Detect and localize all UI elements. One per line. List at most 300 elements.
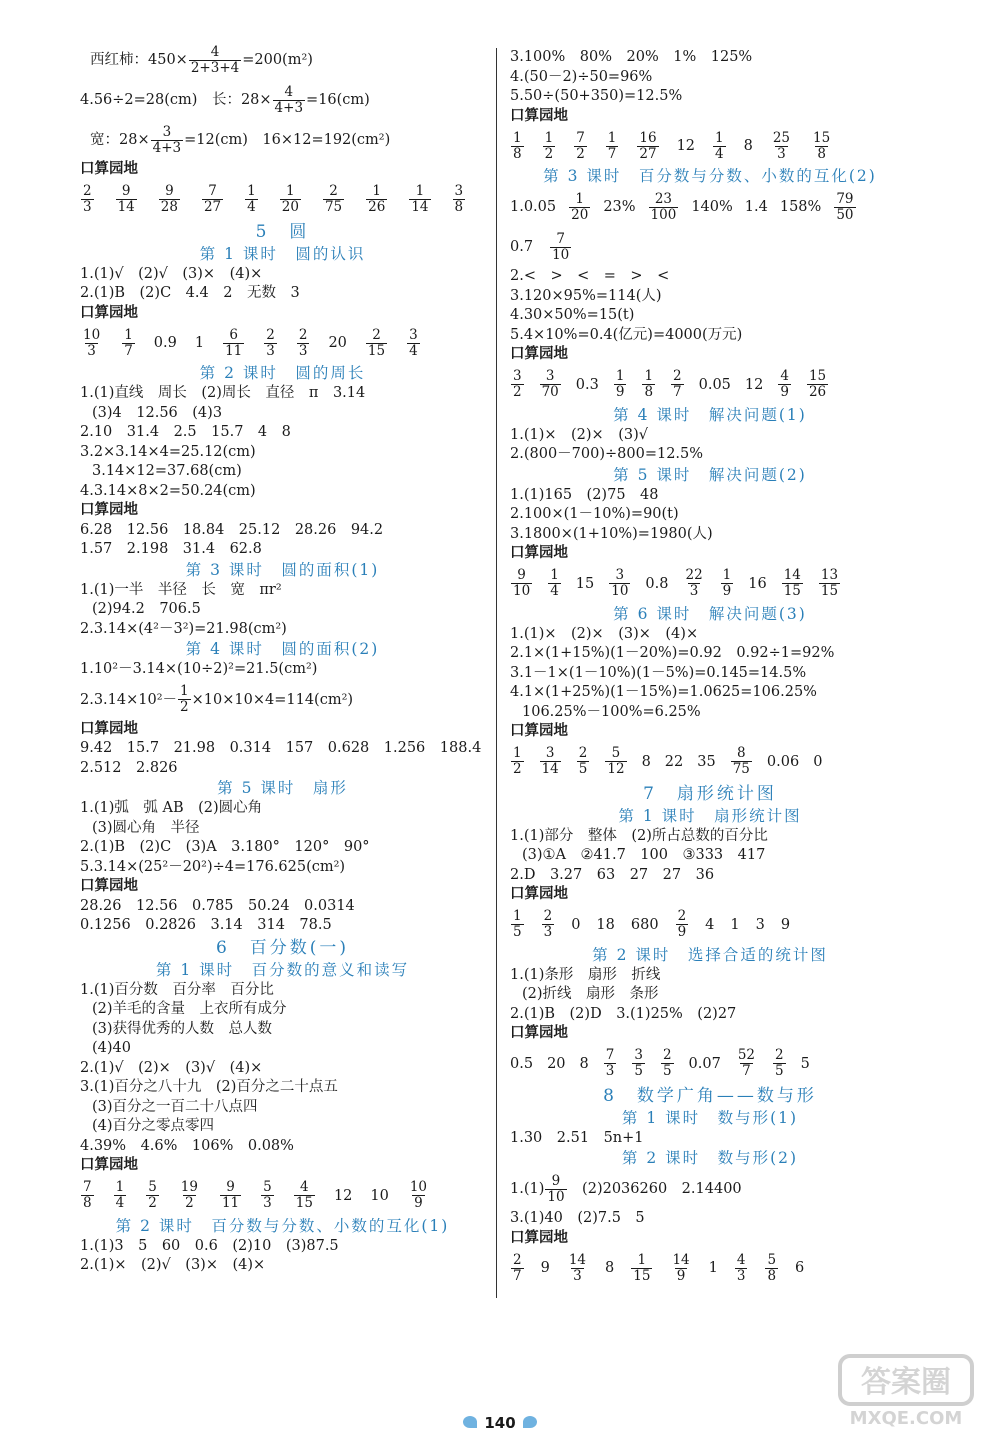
answer-line: 2.3.14×(4²－3²)=21.98(cm²): [80, 620, 287, 637]
fraction: $\frac{2}{9}$: [677, 908, 687, 940]
answer-item: [604, 746, 627, 777]
answer-item: [781, 568, 804, 599]
answer-item: [777, 369, 792, 400]
answer-item: 1: [730, 916, 740, 933]
answer-item: 1.0.05: [510, 199, 557, 215]
answer-item: [636, 131, 659, 162]
lesson-title: 第 2 课时 圆的周长: [199, 364, 366, 382]
answer-line: 9.42 15.7 21.98 0.314 157 0.628 1.256 188.4: [80, 740, 482, 756]
answer-item: [510, 746, 525, 777]
answer-line: 3.100% 80% 20% 1% 125%: [510, 49, 753, 65]
fraction-row: [510, 564, 910, 604]
page-number-text: 140: [484, 1414, 516, 1432]
answer-item: 0: [571, 916, 581, 933]
answer-item: [539, 746, 562, 777]
answer-item: [80, 184, 95, 215]
answer-item: [603, 1048, 618, 1079]
answer-item: [80, 1180, 95, 1211]
answer-line: 5.50÷(50+350)=12.5%: [510, 88, 683, 104]
fraction: $\frac{1}{26}$: [368, 183, 386, 215]
answer-line: 1.30 2.51 5n+1: [510, 1129, 644, 1146]
answer-item: 16: [748, 575, 767, 592]
lesson-title: 第 1 课时 扇形统计图: [618, 806, 802, 825]
fraction: $\frac{7}{27}$: [203, 183, 222, 215]
fraction: $\frac{7}{10}$: [552, 230, 570, 263]
answer-item: [810, 131, 833, 162]
kousuan-heading: 口算园地: [510, 886, 568, 902]
fraction-row: [510, 227, 910, 267]
fraction: $\frac{9}{28}$: [160, 183, 178, 215]
answer-line: 2.(1)B (2)C (3)A 3.180° 120° 90°: [80, 839, 370, 855]
lesson-title: 第 1 课时 数与形(1): [621, 1108, 799, 1127]
fraction: $\frac{9}{10}$: [547, 1172, 565, 1205]
answer-item: 0: [813, 753, 823, 770]
answer-item: [510, 131, 525, 162]
answer-line: 1.(1)3 5 60 0.6 (2)10 (3)87.5: [80, 1237, 339, 1254]
answer-item: [566, 1253, 589, 1284]
fraction: $\frac{3}{4}$: [409, 326, 418, 359]
answer-line: 1.(1)× (2)× (3)√: [510, 426, 648, 443]
answer-item: [549, 232, 572, 263]
lesson-title: 第 2 课时 百分数与分数、小数的互化(1): [115, 1216, 450, 1235]
answer-line: 2.(1)B (2)C 4.4 2 无数 3: [80, 285, 300, 301]
answer-item: [80, 328, 103, 359]
fraction: $\frac{16}{27}$: [639, 129, 657, 162]
answer-item: 1: [708, 1260, 718, 1276]
fraction: $\frac{9}{10}$: [513, 567, 531, 599]
answer-item: [720, 568, 735, 599]
fraction: $\frac{1}{2}$: [180, 683, 189, 715]
kousuan-heading: 口算园地: [80, 878, 138, 894]
answer-item: 8: [579, 1055, 589, 1072]
fraction: $\frac{6}{11}$: [225, 326, 243, 359]
answer-line: [80, 80, 485, 120]
answer-line: (4)百分之零点零四: [92, 1118, 215, 1134]
answer-item: 35: [697, 753, 716, 770]
fraction: $\frac{14}{9}$: [672, 1251, 690, 1284]
fraction: $\frac{1}{7}$: [124, 326, 133, 359]
answer-item: [406, 328, 421, 359]
answer-item: 0.7: [510, 239, 534, 255]
answer-item: [764, 1253, 779, 1284]
fraction: $\frac{3}{14}$: [541, 745, 559, 777]
lesson-title: 第 2 课时 选择合适的统计图: [592, 945, 828, 964]
answer-item: [712, 131, 727, 162]
answer-item: 20: [547, 1055, 566, 1072]
answer-item: 12: [676, 138, 696, 154]
answer-item: 8: [743, 138, 753, 154]
kousuan-heading: 口算园地: [510, 1025, 568, 1041]
answer-item: [576, 746, 591, 777]
fraction: $\frac{4}{2+3+4}$: [190, 43, 240, 76]
answer-item: [630, 1253, 653, 1284]
answer-item: [158, 184, 181, 215]
answer-line: 1.(1)一半 半径 长 宽 πr²: [80, 581, 282, 598]
answer-item: [121, 328, 136, 359]
fraction: $\frac{1}{4}$: [550, 567, 559, 599]
answer-line: (3)百分之一百二十八点四: [92, 1098, 258, 1115]
answer-item: [408, 184, 431, 215]
answer-line: 1.(1)条形 扇形 折线: [510, 966, 661, 983]
answer-item: [734, 1253, 749, 1284]
fraction: $\frac{1}{8}$: [644, 368, 654, 400]
answer-item: [608, 568, 631, 599]
answer-item: 0.05: [698, 376, 731, 393]
answer-item: 680: [630, 916, 659, 933]
answer-line: 4.39% 4.6% 106% 0.08%: [80, 1137, 294, 1154]
lesson-title: 第 1 课时 圆的认识: [199, 244, 366, 263]
answer-item: [510, 369, 525, 400]
chapter-title: 8 数学广角——数与形: [603, 1085, 817, 1106]
answer-item: 4: [705, 916, 715, 933]
answer-line: 4.1×(1+25%)(1－15%)=1.0625=106.25%: [510, 684, 817, 700]
lesson-title: 第 5 课时 扇形: [217, 779, 348, 797]
answer-line: 1.(1)百分数 百分率 百分比: [80, 981, 274, 998]
answer-item: [568, 192, 591, 223]
answer-item: 8: [641, 753, 651, 770]
lesson-title: 第 1 课时 百分数的意义和读写: [155, 960, 410, 979]
fraction: $\frac{1}{20}$: [281, 183, 299, 215]
fraction: $\frac{2}{7}$: [513, 1251, 522, 1284]
answer-item: [510, 568, 533, 599]
answer-line: 2.1×(1+15%)(1－20%)=0.92 0.92÷1=92%: [510, 645, 835, 661]
answer-text: ×10×10×4=114(cm²): [191, 691, 354, 708]
fraction: $\frac{5}{3}$: [263, 1179, 272, 1211]
fraction: $\frac{4}{3}$: [736, 1251, 746, 1284]
answer-item: 1.4: [744, 199, 768, 215]
fraction: $\frac{3}{5}$: [634, 1047, 643, 1079]
answer-item: [113, 1180, 128, 1211]
fraction: $\frac{2}{15}$: [367, 326, 386, 359]
answer-item: 8: [605, 1260, 615, 1276]
answer-item: 18: [596, 916, 615, 933]
fraction: $\frac{1}{8}$: [513, 129, 522, 162]
lesson-title: 第 4 课时 解决问题(1): [613, 405, 807, 424]
fraction: $\frac{2}{3}$: [298, 326, 308, 359]
answer-line: [80, 680, 485, 720]
fraction: $\frac{1}{4}$: [247, 183, 256, 215]
lesson-title: 第 4 课时 圆的面积(2): [185, 640, 380, 658]
fraction: $\frac{14}{3}$: [568, 1251, 587, 1284]
fraction: $\frac{1}{7}$: [607, 129, 617, 162]
kousuan-heading: 口算园地: [80, 304, 138, 321]
kousuan-heading: 口算园地: [510, 346, 568, 362]
answer-text: 2.3.14×10²－: [80, 691, 178, 708]
fraction: $\frac{5}{12}$: [607, 745, 625, 777]
answer-line: 2.< > < = > <: [510, 268, 670, 284]
answer-line: (2)羊毛的含量 上衣所有成分: [92, 1001, 287, 1017]
answer-text: 4.56÷2=28(cm) 长：28×: [80, 92, 272, 108]
kousuan-heading: 口算园地: [80, 720, 138, 737]
fraction: $\frac{1}{14}$: [411, 183, 429, 215]
answer-text: (2)2036260 2.14400: [567, 1181, 742, 1197]
fraction-row: [510, 905, 910, 945]
fraction: $\frac{1}{20}$: [571, 190, 589, 223]
answer-item: 6: [795, 1260, 805, 1276]
fraction-row: [510, 1044, 910, 1084]
fraction: $\frac{1}{15}$: [633, 1251, 651, 1284]
fraction: $\frac{79}{50}$: [836, 190, 854, 223]
answer-line: 2.(1)× (2)√ (3)× (4)×: [80, 1257, 266, 1273]
fraction: $\frac{10}{9}$: [409, 1179, 428, 1211]
kousuan-heading: 口算园地: [80, 502, 138, 518]
answer-line: 1.(1)× (2)× (3)× (4)×: [510, 625, 699, 642]
answer-text: 宽：28×: [90, 132, 150, 148]
kousuan-heading: 口算园地: [510, 723, 568, 739]
fraction: $\frac{2}{5}$: [775, 1047, 784, 1079]
fraction: $\frac{1}{5}$: [513, 908, 522, 940]
fraction: $\frac{23}{100}$: [650, 190, 677, 223]
answer-item: 12: [744, 376, 764, 393]
answer-line: 4.3.14×8×2=50.24(cm): [80, 482, 256, 499]
answer-item: [260, 1180, 275, 1211]
answer-item: [605, 131, 620, 162]
watermark-logo: [836, 1352, 976, 1430]
answer-line: 1.10²－3.14×(10÷2)²=21.5(cm²): [80, 661, 318, 677]
fraction: $\frac{1}{2}$: [513, 745, 522, 777]
answer-line: 2.(800－700)÷800=12.5%: [510, 446, 704, 462]
kousuan-heading: 口算园地: [510, 545, 568, 561]
kousuan-heading: 口算园地: [80, 1157, 138, 1173]
answer-item: 1: [194, 335, 205, 351]
answer-item: 0.5: [510, 1055, 534, 1072]
lesson-title: 第 2 课时 数与形(2): [621, 1149, 799, 1167]
answer-item: [365, 328, 388, 359]
answer-item: [613, 369, 628, 400]
fraction: $\frac{3}{2}$: [513, 368, 522, 400]
answer-item: 158%: [779, 199, 822, 215]
watermark-text-cn: 答案圈: [861, 1365, 951, 1400]
fraction: $\frac{3}{10}$: [611, 567, 629, 599]
fraction: $\frac{1}{9}$: [615, 368, 625, 400]
answer-item: [641, 369, 656, 400]
answer-item: [542, 131, 557, 162]
answer-item: [682, 568, 705, 599]
answer-line: 3.1－1×(1－10%)(1－5%)=0.145=14.5%: [510, 664, 807, 681]
fraction-row: [510, 742, 910, 782]
answer-item: [293, 1180, 316, 1211]
fraction: $\frac{2}{3}$: [266, 326, 275, 359]
right-column: [510, 48, 910, 1288]
fraction: $\frac{4}{4+3}$: [274, 83, 304, 116]
wing-right-icon: [523, 1416, 537, 1428]
fraction: $\frac{9}{11}$: [221, 1179, 240, 1211]
answer-text: =12(cm) 16×12=192(cm²): [184, 132, 391, 148]
answer-line: 5.3.14×(25²－20²)÷4=176.625(cm²): [80, 858, 346, 875]
answer-item: 9: [540, 1260, 550, 1276]
answer-item: [772, 1048, 787, 1079]
answer-item: [279, 184, 302, 215]
answer-item: [675, 909, 690, 940]
answer-item: [201, 184, 224, 215]
answer-line: (2)94.2 706.5: [92, 601, 201, 617]
fraction-row: [510, 365, 910, 405]
answer-item: [833, 192, 856, 223]
fraction-row: [80, 323, 485, 363]
answer-item: 15: [575, 575, 595, 592]
fraction: $\frac{2}{7}$: [673, 368, 682, 400]
fraction-row: [80, 180, 485, 220]
wing-left-icon: [463, 1416, 477, 1428]
fraction: $\frac{22}{3}$: [685, 567, 703, 599]
answer-item: 5: [800, 1055, 810, 1072]
answer-line: 2.D 3.27 63 27 27 36: [510, 866, 715, 883]
answer-item: [322, 184, 345, 215]
column-divider: [496, 48, 497, 1298]
answer-item: [365, 184, 388, 215]
answer-item: 12: [333, 1187, 353, 1204]
lesson-title: 第 3 课时 圆的面积(1): [185, 560, 380, 579]
answer-line: (3)①A ②41.7 100 ③333 417: [522, 847, 766, 863]
answer-item: [145, 1180, 160, 1211]
fraction: $\frac{4}{9}$: [780, 368, 789, 400]
answer-line: 4.30×50%=15(t): [510, 307, 635, 323]
answer-item: [541, 909, 556, 940]
answer-line: [80, 40, 485, 80]
answer-item: [263, 328, 278, 359]
answer-item: [539, 369, 562, 400]
fraction-row: [510, 187, 910, 227]
answer-item: [670, 369, 685, 400]
answer-line: 3.(1)百分之八十九 (2)百分之二十点五: [80, 1079, 338, 1095]
answer-line: 5.4×10%=0.4(亿元)=4000(万元): [510, 326, 743, 343]
answer-line: 1.(1)弧 弧 AB (2)圆心角: [80, 800, 263, 816]
fraction-row: [510, 1248, 910, 1288]
fraction: $\frac{9}{14}$: [117, 183, 135, 215]
answer-item: [660, 1048, 675, 1079]
answer-item: [730, 746, 753, 777]
answer-line: 2.100×(1－10%)=90(t): [510, 506, 679, 522]
answer-line: 28.26 12.56 0.785 50.24 0.0314: [80, 897, 355, 914]
watermark-text-url: MXQE.COM: [849, 1408, 963, 1429]
answer-item: [407, 1180, 430, 1211]
answer-item: [115, 184, 138, 215]
answer-line: (3)圆心角 半径: [92, 819, 200, 836]
fraction: $\frac{2}{3}$: [543, 908, 553, 940]
fraction: $\frac{3}{70}$: [541, 368, 559, 400]
answer-item: 3: [755, 916, 765, 933]
fraction: $\frac{1}{2}$: [544, 129, 554, 162]
fraction: $\frac{14}{15}$: [783, 567, 801, 599]
answer-item: [510, 1253, 525, 1284]
kousuan-heading: 口算园地: [510, 107, 568, 124]
kousuan-heading: 口算园地: [80, 161, 138, 177]
left-column: [80, 40, 485, 1276]
answer-line: 2.512 2.826: [80, 759, 178, 776]
fraction: $\frac{13}{15}$: [820, 567, 839, 599]
answer-item: 0.3: [575, 376, 599, 393]
answer-item: 23%: [603, 199, 636, 215]
answer-text: =16(cm): [306, 92, 370, 108]
fraction: $\frac{3}{4+3}$: [152, 123, 182, 156]
chapter-title: 7 扇形统计图: [643, 783, 777, 804]
answer-item: [547, 568, 562, 599]
answer-item: 140%: [691, 199, 733, 215]
answer-item: [806, 369, 829, 400]
fraction: $\frac{7}{3}$: [605, 1047, 615, 1079]
fraction: $\frac{2}{5}$: [578, 745, 588, 777]
answer-line: (2)折线 扇形 条形: [522, 986, 659, 1002]
answer-item: [452, 184, 467, 215]
chapter-title: 6 百分数(一): [215, 937, 350, 958]
answer-item: [222, 328, 245, 359]
answer-line: 6.28 12.56 18.84 25.12 28.26 94.2: [80, 521, 384, 538]
page-number: [463, 1408, 537, 1438]
answer-item: [510, 909, 525, 940]
answer-item: 0.9: [153, 335, 177, 351]
lesson-title: 第 6 课时 解决问题(3): [613, 604, 807, 623]
fraction: $\frac{25}{3}$: [772, 129, 791, 162]
answer-line: 4.(50－2)÷50=96%: [510, 68, 653, 85]
lesson-title: 第 5 课时 解决问题(2): [613, 465, 807, 484]
answer-item: 10: [370, 1187, 389, 1204]
fraction: $\frac{1}{4}$: [115, 1179, 125, 1211]
fraction: $\frac{10}{3}$: [83, 326, 101, 359]
answer-line: 1.(1)直线 周长 (2)周长 直径 π 3.14: [80, 385, 366, 401]
fraction: $\frac{2}{3}$: [83, 183, 92, 215]
answer-item: [735, 1048, 758, 1079]
answer-line: 1.(1)部分 整体 (2)所占总数的百分比: [510, 827, 768, 844]
fraction: $\frac{5}{8}$: [767, 1251, 777, 1284]
answer-item: [244, 184, 259, 215]
answer-item: 22: [664, 753, 684, 770]
answer-line: (3)获得优秀的人数 总人数: [92, 1020, 273, 1037]
answer-line: 3.120×95%=114(人): [510, 287, 662, 304]
answer-line: 1.57 2.198 31.4 62.8: [80, 541, 262, 557]
fraction: $\frac{7}{8}$: [83, 1179, 92, 1211]
fraction: $\frac{7}{2}$: [576, 129, 585, 162]
answer-line: 1.(1)√ (2)√ (3)× (4)×: [80, 265, 263, 282]
answer-line: 2.(1)B (2)D 3.(1)25% (2)27: [510, 1005, 737, 1022]
answer-item: 0.8: [645, 575, 669, 592]
answer-item: [573, 131, 588, 162]
answer-text: 1.(1): [510, 1181, 545, 1197]
answer-line: 3.1800×(1+10%)=1980(人): [510, 525, 713, 542]
fraction: $\frac{1}{4}$: [715, 129, 724, 162]
fraction: $\frac{8}{75}$: [732, 745, 750, 777]
answer-item: 0.06: [766, 753, 800, 770]
answer-line: 3.14×12=37.68(cm): [92, 463, 242, 479]
fraction: $\frac{3}{8}$: [454, 183, 464, 215]
answer-item: [669, 1253, 692, 1284]
fraction: $\frac{5}{2}$: [148, 1179, 157, 1211]
answer-item: [178, 1180, 201, 1211]
answer-item: 9: [780, 916, 791, 933]
fraction-row: [80, 1176, 485, 1216]
answer-item: 20: [328, 335, 347, 351]
answer-item: [296, 328, 311, 359]
answer-item: [219, 1180, 242, 1211]
answer-line: (3)4 12.56 (4)3: [92, 404, 223, 421]
fraction: $\frac{2}{5}$: [662, 1047, 672, 1079]
fraction: $\frac{15}{8}$: [813, 129, 831, 162]
fraction: $\frac{2}{75}$: [324, 183, 343, 215]
answer-line: 2.10 31.4 2.5 15.7 4 8: [80, 424, 291, 440]
answer-item: [818, 568, 841, 599]
answer-line: (4)40: [92, 1040, 131, 1056]
answer-line: 0.1256 0.2826 3.14 314 78.5: [80, 917, 332, 933]
answer-line: 3.(1)40 (2)7.5 5: [510, 1210, 645, 1226]
answer-item: [648, 192, 680, 223]
fraction: $\frac{4}{15}$: [295, 1179, 313, 1211]
answer-line: 3.2×3.14×4=25.12(cm): [80, 443, 256, 460]
answer-item: 0.07: [688, 1055, 721, 1072]
lesson-title: 第 3 课时 百分数与分数、小数的互化(2): [543, 167, 877, 185]
fraction-row: [510, 126, 910, 166]
answer-text: =200(m²): [242, 52, 313, 68]
fraction: $\frac{15}{26}$: [808, 368, 827, 400]
kousuan-heading: 口算园地: [510, 1229, 568, 1246]
